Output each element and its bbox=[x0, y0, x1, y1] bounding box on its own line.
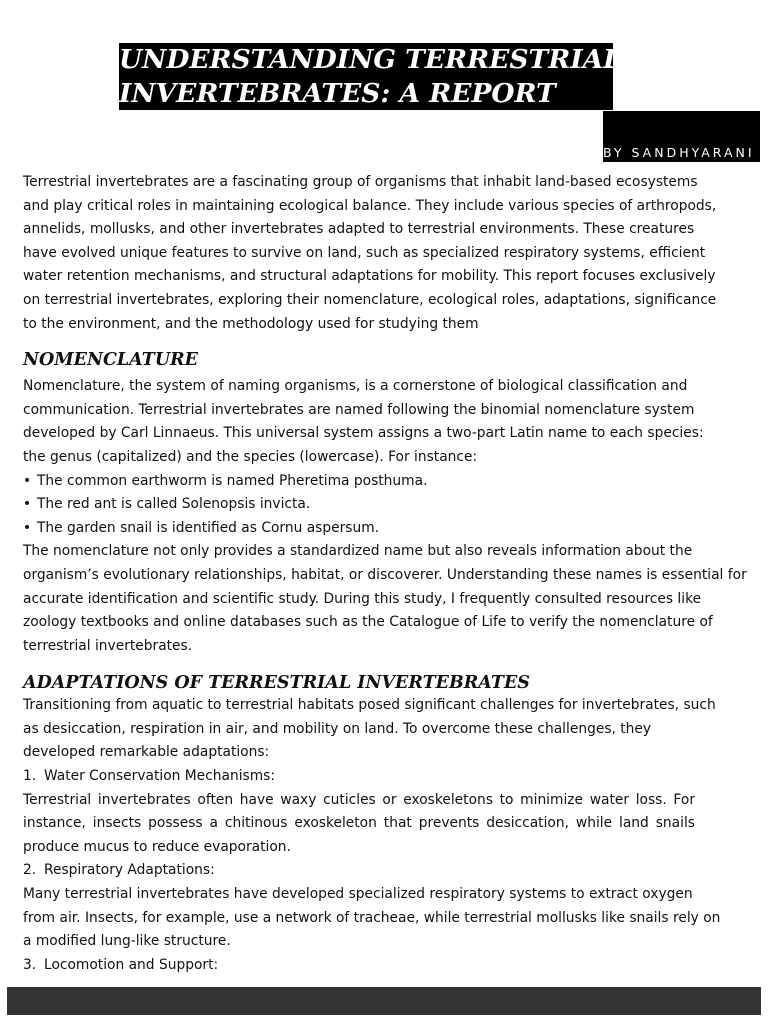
intro-line: have evolved unique features to survive on land, such as specialized respiratory systems, efficient bbox=[23, 244, 706, 261]
report-body bbox=[23, 171, 763, 977]
item-title: Water Conservation Mechanisms: bbox=[44, 768, 275, 785]
adaptation-1-body-end bbox=[23, 836, 763, 978]
author-byline: BY SANDHYARANI bbox=[603, 145, 755, 160]
intro-line: to the environment, and the methodology used for studying them bbox=[23, 315, 479, 332]
footer-bar bbox=[7, 987, 761, 1015]
nomenclature-line: communication. Terrestrial invertebrates are named following the binomial nomenclature system bbox=[23, 401, 695, 418]
nomenclature-outro-line: zoology textbooks and online databases such as the Catalogue of Life to verify the nomenclature of bbox=[23, 614, 713, 631]
adaptations-paragraph bbox=[23, 694, 763, 788]
nomenclature-outro-line: accurate identification and scientific study. During this study, I frequently consulted resources like bbox=[23, 590, 702, 607]
bullet-item bbox=[23, 517, 763, 541]
adaptation-line: a modified lung-like structure. bbox=[23, 933, 231, 950]
report-title-block bbox=[119, 43, 622, 110]
nomenclature-outro-line: organism’s evolutionary relationships, habitat, or discoverer. Understanding these names is essential for bbox=[23, 566, 747, 583]
bullet-item bbox=[23, 493, 763, 517]
report-title-line-1: UNDERSTANDING TERRESTRIAL bbox=[119, 44, 622, 75]
adaptations-line: Transitioning from aquatic to terrestrial habitats posed significant challenges for invertebrates, such bbox=[23, 697, 716, 714]
adaptations-line: developed remarkable adaptations: bbox=[23, 744, 270, 761]
numbered-item-title bbox=[23, 954, 763, 978]
bullet-text: The red ant is called Solenopsis invicta. bbox=[37, 496, 311, 513]
adaptation-line: Terrestrial invertebrates often have waxy cuticles or exoskeletons to minimize water loss. For bbox=[23, 791, 695, 808]
intro-line: on terrestrial invertebrates, exploring their nomenclature, ecological roles, adaptations, significance bbox=[23, 291, 717, 308]
item-title: Locomotion and Support: bbox=[44, 956, 219, 973]
adaptations-line: as desiccation, respiration in air, and mobility on land. To overcome these challenges, they bbox=[23, 720, 652, 737]
numbered-item-title bbox=[23, 765, 763, 789]
intro-line: water retention mechanisms, and structural adaptations for mobility. This report focuses exclusively bbox=[23, 268, 716, 285]
adaptation-line: produce mucus to reduce evaporation. bbox=[23, 838, 291, 855]
intro-line: and play critical roles in maintaining ecological balance. They include various species of arthropods, bbox=[23, 197, 717, 214]
bullet-icon: • bbox=[23, 472, 32, 489]
nomenclature-line: the genus (capitalized) and the species (lowercase). For instance: bbox=[23, 448, 478, 465]
numbered-item-title bbox=[23, 859, 763, 883]
bullet-text: The common earthworm is named Pheretima posthuma. bbox=[37, 472, 428, 489]
intro-line: annelids, mollusks, and other invertebrates adapted to terrestrial environments. These creatures bbox=[23, 221, 695, 238]
nomenclature-line: developed by Carl Linnaeus. This universal system assigns a two-part Latin name to each species: bbox=[23, 425, 704, 442]
nomenclature-outro-line: terrestrial invertebrates. bbox=[23, 637, 193, 654]
nomenclature-paragraph bbox=[23, 375, 763, 658]
item-number: 2. bbox=[23, 862, 37, 879]
adaptation-line: from air. Insects, for example, use a network of tracheae, while terrestrial mollusks like snails rely on bbox=[23, 909, 721, 926]
bullet-icon: • bbox=[23, 496, 32, 513]
adaptation-1-body bbox=[23, 789, 763, 836]
nomenclature-heading: NOMENCLATURE bbox=[23, 350, 198, 371]
bullet-icon: • bbox=[23, 519, 32, 536]
nomenclature-line: Nomenclature, the system of naming organisms, is a cornerstone of biological classification and bbox=[23, 378, 688, 395]
adaptations-heading: ADAPTATIONS OF TERRESTRIAL INVERTEBRATES bbox=[23, 673, 530, 694]
bullet-item bbox=[23, 470, 763, 494]
intro-line: Terrestrial invertebrates are a fascinating group of organisms that inhabit land-based ecosystems bbox=[23, 174, 698, 190]
adaptation-line: instance, insects possess a chitinous exoskeleton that prevents desiccation, while land snails bbox=[23, 815, 695, 832]
item-title: Respiratory Adaptations: bbox=[44, 862, 215, 879]
item-number: 3. bbox=[23, 956, 37, 973]
item-number: 1. bbox=[23, 768, 37, 785]
bullet-text: The garden snail is identified as Cornu aspersum. bbox=[37, 519, 380, 536]
adaptation-line: Many terrestrial invertebrates have developed specialized respiratory systems to extract oxygen bbox=[23, 886, 693, 903]
report-title-line-2: INVERTEBRATES: A REPORT bbox=[119, 78, 556, 109]
nomenclature-outro-line: The nomenclature not only provides a standardized name but also reveals information about the bbox=[23, 543, 693, 560]
intro-paragraph bbox=[23, 171, 763, 336]
author-block bbox=[603, 111, 760, 162]
